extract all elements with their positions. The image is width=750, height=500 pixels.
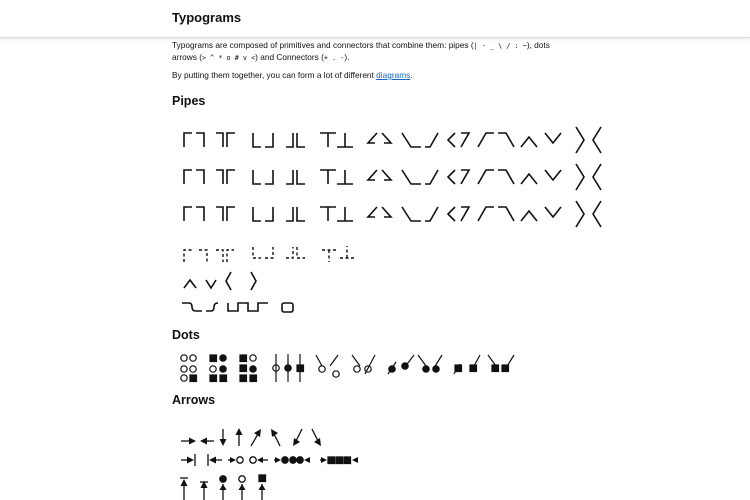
intro-text-2: ), dots xyxy=(526,40,550,50)
pipes-row-2 xyxy=(184,164,601,190)
intro-text-1: Typograms are composed of primitives and connectors that combine them: pipes ( xyxy=(172,40,474,50)
wave-row xyxy=(182,303,293,312)
chevrons-row xyxy=(184,272,256,290)
dots-row xyxy=(181,354,514,382)
dots-heading: Dots xyxy=(172,328,200,342)
intro-text-3: arrows ( xyxy=(172,52,202,62)
pipes-chars: | - _ \ / : ~ xyxy=(473,42,527,50)
intro-text-6: By putting them together, you can form a lot of different xyxy=(172,70,377,80)
connector-chars: + . - xyxy=(323,54,345,62)
pipes-row-1 xyxy=(184,127,601,153)
arrows-heading: Arrows xyxy=(172,393,216,407)
intro-text-4: ) and Connectors ( xyxy=(255,52,324,62)
dashed-pipes-row xyxy=(184,246,354,262)
intro-text-7: . xyxy=(410,70,413,80)
diagrams-link[interactable]: diagrams xyxy=(376,70,411,80)
arrow-chars: > ^ * o # v < xyxy=(201,54,256,62)
pipes-row-3 xyxy=(184,201,601,227)
intro-text-5: ). xyxy=(344,52,350,62)
pipes-heading: Pipes xyxy=(172,94,206,108)
page-title: Typograms xyxy=(172,10,242,25)
arrows-rows xyxy=(180,428,358,500)
